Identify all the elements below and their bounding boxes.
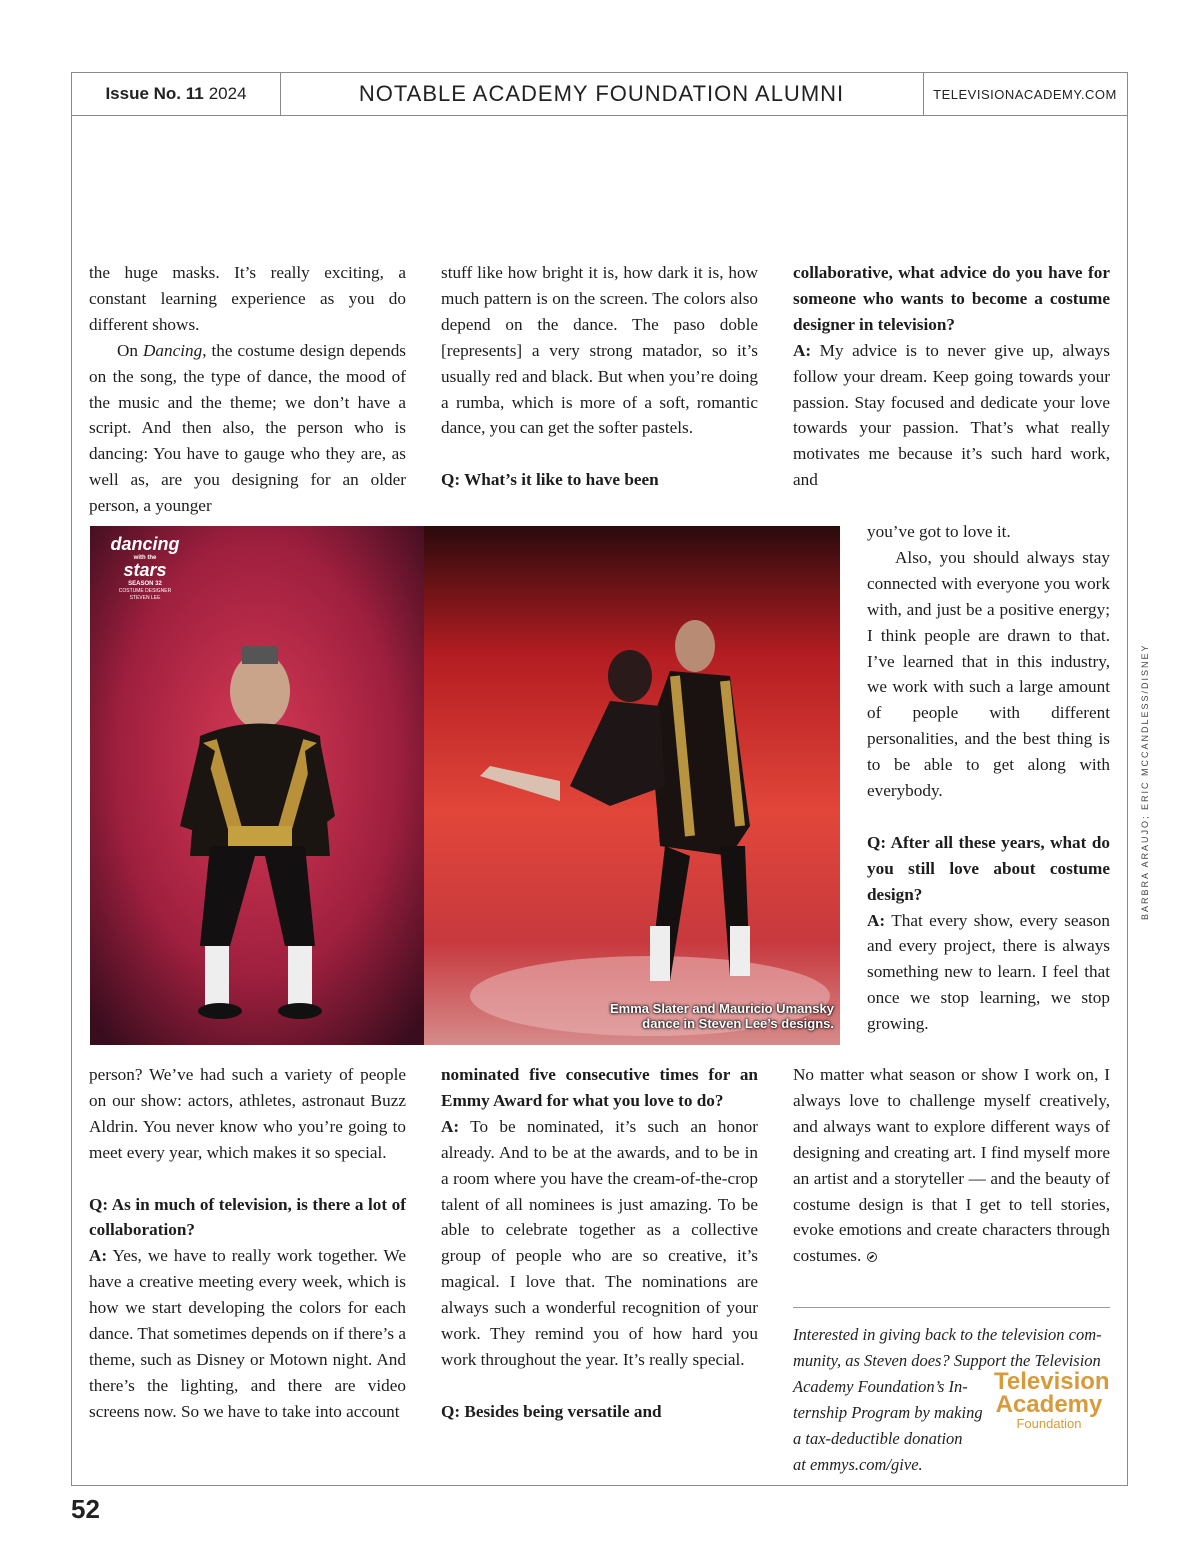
- promo-line: Interested in giving back to the television com-: [793, 1325, 1102, 1344]
- column-3-top: [793, 260, 1110, 493]
- answer: A: That every show, every season and every project, there is always something new to learn. I feel that once we stop learning, we stop growing.: [867, 910, 1110, 1034]
- paragraph: Also, you should always stay connected with everyone you work with, and just be a positive energy; I think people are drawn to that. I’ve learned that in this industry, we work with such a large amount of people with different personalities, and the best thing is to be able to get along with everybody.: [867, 547, 1110, 801]
- question: Q: What’s it like to have been: [441, 470, 659, 490]
- show-title: Dancing: [143, 340, 203, 360]
- answer: A: To be nominated, it’s such an honor already. And to be at the awards, and to be in a room where you have the cream-of-the-crop talent of all nominees is just amazing. To be able to celebrate together as a collective group of people who are so creative, it’s magical. I love that. The nominations are always such a wonderful recognition of your work. They remind you of how hard you work throughout the year. It’s really special.: [441, 1116, 758, 1369]
- promo-line: ternship Program by making: [793, 1402, 983, 1422]
- answer: A: Yes, we have to really work together. We have a creative meeting every week, which is how we start developing the colors for each dance. That sometimes depends on if there’s a theme, such as Disney or Motown night. And there’s the lighting, and there are video screens now. So we have to take into account: [89, 1246, 406, 1421]
- promo-divider: [793, 1307, 1110, 1308]
- page-header: [71, 72, 1128, 116]
- paragraph: On Dancing, the costume design depends on the song, the type of dance, the mood of the music and the theme; we don’t have a script. And then also, the person who is dancing: You have to gauge who they are, as well as, are you designing for an older person, a younger: [89, 340, 406, 516]
- end-mark-icon: [867, 1252, 877, 1262]
- answer: A: My advice is to never give up, always follow your dream. Keep going towards your passion. Stay focused and dedicate your love towards your passion. That’s what really motivates me because it’s such hard work, and: [793, 340, 1110, 490]
- site-url: TELEVISIONACADEMY.COM: [933, 86, 1117, 102]
- promo-line: at emmys.com/give.: [793, 1454, 923, 1474]
- section-title: NOTABLE ACADEMY FOUNDATION ALUMNI: [280, 73, 924, 115]
- photo-caption: Emma Slater and Mauricio Umansky dance in Steven Lee’s designs.: [610, 1001, 834, 1031]
- issue-label: [72, 73, 281, 115]
- column-2-top: [441, 260, 758, 493]
- question: Q: As in much of television, is there a lot of collaboration?: [89, 1194, 406, 1240]
- promo-line: munity, as Steven does? Support the Television: [793, 1350, 1101, 1370]
- column-2-bottom: [441, 1062, 758, 1425]
- issue-number: Issue No. 11: [105, 84, 204, 103]
- paragraph: No matter what season or show I work on, I always love to challenge myself creatively, and always want to explore different ways of designing and creating art. I find myself more an artist and a storyteller — and the beauty of costume design is that I get to tell stories, evoke emotions and create characters through costumes.: [793, 1065, 1110, 1266]
- question: Q: Besides being versatile and: [441, 1401, 662, 1421]
- page-number: 52: [71, 1494, 100, 1524]
- question: nominated five consecutive times for an Emmy Award for what you love to do?: [441, 1065, 758, 1110]
- television-academy-foundation-logo: Television Academy Foundation: [994, 1368, 1110, 1431]
- question: Q: After all these years, what do you still love about costume design?: [867, 832, 1110, 904]
- promo-line: Academy Foundation’s In-: [793, 1376, 968, 1396]
- column-1-top: [89, 260, 406, 519]
- paragraph: stuff like how bright it is, how dark it is, how much pattern is on the screen. The colors also depend on the dance. The paso doble [represents] a very strong matador, so it’s usually red and black. But when you’re doing a rumba, which is more of a soft, romantic dance, you can get the softer pastels.: [441, 263, 758, 438]
- show-logo: dancing with the stars SEASON 32 COSTUME DESIGNER STEVEN LEE: [110, 534, 180, 601]
- paragraph: you’ve got to love it.: [867, 522, 1011, 541]
- paragraph: the huge masks. It’s really exciting, a constant learning experience as you do different shows.: [89, 263, 406, 334]
- column-3-middle: [867, 519, 1110, 1037]
- paragraph: person? We’ve had such a variety of people on our show: actors, athletes, astronaut Buzz Aldrin. You never know who you’re going to meet every year, which makes it so special.: [89, 1065, 406, 1162]
- photo-credit: BARBRA ARAUJO; ERIC MCCANDLESS/DISNEY: [1140, 643, 1150, 920]
- issue-year: 2024: [208, 84, 247, 103]
- feature-photo: [90, 526, 840, 1045]
- column-1-bottom: [89, 1062, 406, 1425]
- photo-illustration: [90, 526, 840, 1045]
- question: collaborative, what advice do you have for someone who wants to become a costume designer in television?: [793, 263, 1110, 334]
- promo-line: a tax-deductible donation: [793, 1428, 963, 1448]
- column-3-bottom: [793, 1062, 1110, 1269]
